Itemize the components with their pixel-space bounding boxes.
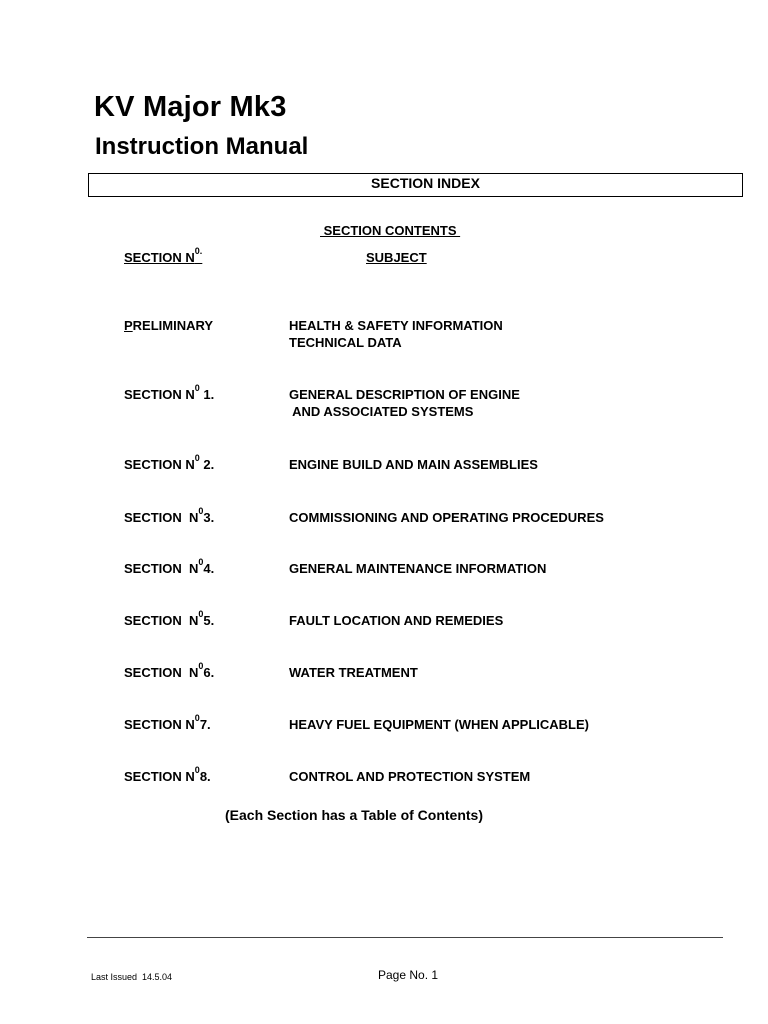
- section-suffix: 5.: [203, 613, 215, 628]
- section-label: SECTION N: [124, 561, 199, 576]
- section-superscript: 0: [198, 557, 204, 567]
- contents-note: (Each Section has a Table of Contents): [225, 807, 484, 823]
- section-number: [124, 317, 213, 334]
- section-subject: FAULT LOCATION AND REMEDIES: [289, 613, 504, 628]
- section-label: SECTION N: [124, 769, 195, 784]
- section-superscript: 0: [194, 765, 200, 775]
- section-superscript: 0: [198, 661, 204, 671]
- page-number: Page No. 1: [378, 968, 439, 982]
- section-suffix: 2.: [199, 457, 215, 472]
- section-number: [124, 661, 215, 681]
- section-superscript: 0: [194, 713, 200, 723]
- section-superscript: 0: [194, 383, 200, 393]
- section-column-header: [124, 246, 203, 266]
- section-label: SECTION N: [124, 387, 195, 402]
- section-number: [124, 383, 215, 403]
- section-subject: GENERAL DESCRIPTION OF ENGINE AND ASSOCIATED SYSTEMS: [289, 387, 520, 419]
- section-suffix: 8.: [199, 769, 211, 784]
- section-label: SECTION N: [124, 665, 199, 680]
- section-contents-heading: SECTION CONTENTS: [320, 223, 461, 238]
- section-suffix: 4.: [203, 561, 215, 576]
- section-subject: GENERAL MAINTENANCE INFORMATION: [289, 561, 547, 576]
- section-column-label: SECTION N: [124, 250, 195, 265]
- section-label: SECTION N: [124, 717, 195, 732]
- section-suffix: 6.: [203, 665, 215, 680]
- section-prefix: P: [124, 318, 133, 333]
- section-number: [124, 765, 211, 785]
- footer-rule: [87, 937, 723, 938]
- section-label: SECTION N: [124, 457, 195, 472]
- section-subject: HEAVY FUEL EQUIPMENT (WHEN APPLICABLE): [289, 717, 589, 732]
- section-subject: COMMISSIONING AND OPERATING PROCEDURES: [289, 510, 604, 525]
- section-suffix: 1.: [199, 387, 215, 402]
- section-number: [124, 453, 215, 473]
- section-column-sup: 0.: [194, 246, 203, 256]
- section-number: [124, 506, 215, 526]
- section-subject: WATER TREATMENT: [289, 665, 418, 680]
- section-number: [124, 713, 211, 733]
- subject-column-header: SUBJECT: [366, 250, 427, 265]
- section-suffix: 3.: [203, 510, 215, 525]
- section-number: [124, 557, 215, 577]
- section-subject: HEALTH & SAFETY INFORMATION TECHNICAL DATA: [289, 318, 503, 350]
- section-superscript: 0: [198, 609, 204, 619]
- section-label: SECTION N: [124, 510, 199, 525]
- document-title: KV Major Mk3: [94, 91, 287, 123]
- section-label: SECTION N: [124, 613, 199, 628]
- section-label: RELIMINARY: [132, 318, 214, 333]
- section-subject: CONTROL AND PROTECTION SYSTEM: [289, 769, 531, 784]
- section-index-box: SECTION INDEX: [88, 173, 743, 197]
- section-superscript: 0: [198, 506, 204, 516]
- section-suffix: 7.: [199, 717, 211, 732]
- section-subject: ENGINE BUILD AND MAIN ASSEMBLIES: [289, 457, 538, 472]
- section-number: [124, 609, 215, 629]
- section-superscript: 0: [194, 453, 200, 463]
- last-issued-date: Last Issued 14.5.04: [91, 972, 173, 982]
- document-subtitle: Instruction Manual: [95, 133, 309, 160]
